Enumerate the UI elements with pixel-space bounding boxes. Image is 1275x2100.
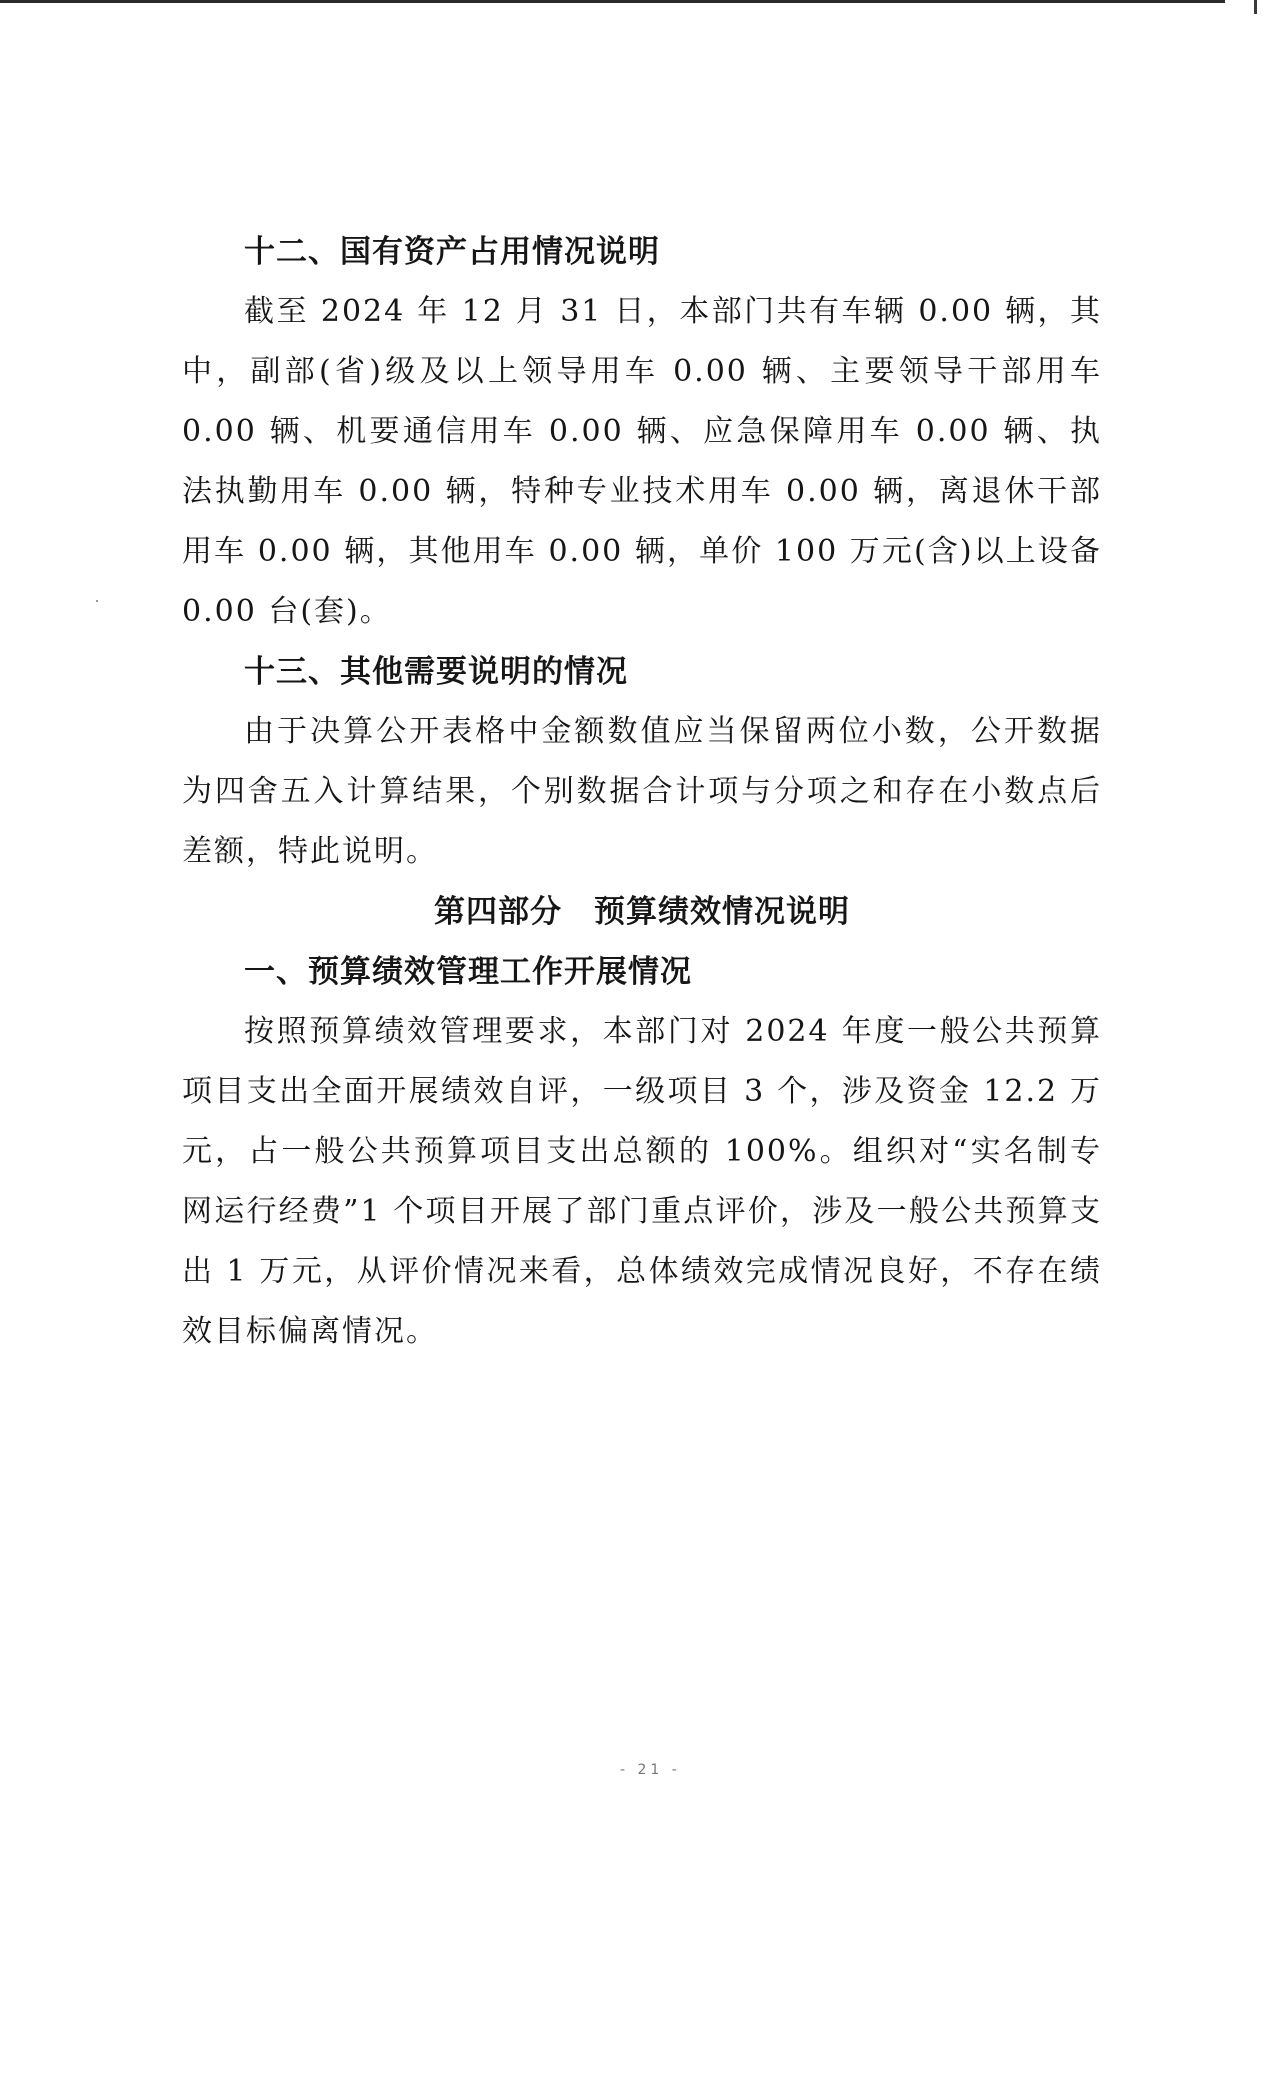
part-4-title: 第四部分 预算绩效情况说明 bbox=[434, 894, 850, 930]
part-4-subsection-1-heading: 一、预算绩效管理工作开展情况 bbox=[244, 954, 692, 990]
section-12-paragraph: 截至 2024 年 12 月 31 日，本部门共有车辆 0.00 辆，其中，副部(省)级及以上领导用车 0.00 辆、主要领导干部用车 0.00 辆、机要通信用车 0.00 辆、应急保障用车 0.00 辆、执法执勤用车 0.00 辆，特种专业技术用车 0.00 辆，离退休干部用车 0.00 辆，其他用车 0.00 辆，单价 100 万元(含)以上设备 0.00 台(套)。 bbox=[182, 294, 1102, 629]
scan-top-border bbox=[0, 0, 1225, 3]
scan-speck bbox=[96, 600, 98, 602]
document-body bbox=[182, 222, 1102, 1362]
section-13-heading: 十三、其他需要说明的情况 bbox=[244, 654, 628, 690]
part-4-subsection-1-paragraph: 按照预算绩效管理要求，本部门对 2024 年度一般公共预算项目支出全面开展绩效自评，一级项目 3 个，涉及资金 12.2 万元，占一般公共预算项目支出总额的 100%。组织对“实名制专网运行经费”1 个项目开展了部门重点评价，涉及一般公共预算支出 1 万元，从评价情况来看，总体绩效完成情况良好，不存在绩效目标偏离情况。 bbox=[182, 1014, 1102, 1349]
page-number: - 21 - bbox=[620, 1762, 681, 1778]
section-12-heading: 十二、国有资产占用情况说明 bbox=[244, 234, 660, 270]
section-13-paragraph: 由于决算公开表格中金额数值应当保留两位小数，公开数据为四舍五入计算结果，个别数据合计项与分项之和存在小数点后差额，特此说明。 bbox=[182, 714, 1102, 869]
scan-edge-mark bbox=[1254, 0, 1257, 14]
